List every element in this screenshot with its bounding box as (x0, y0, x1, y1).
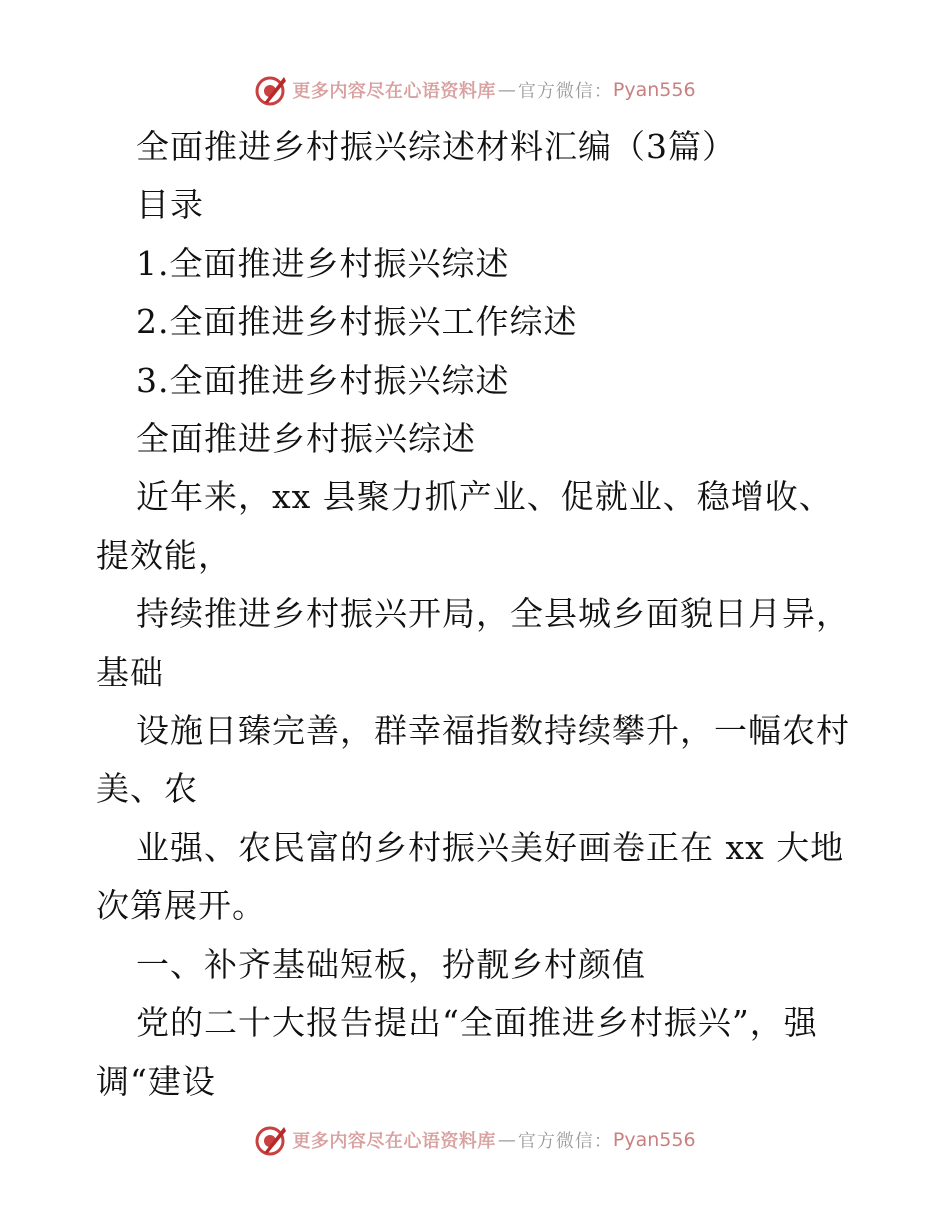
watermark-banner-top (0, 70, 950, 110)
paragraph-line: 业强、农民富的乡村振兴美好画卷正在 xx 大地 (136, 827, 845, 867)
subsection-heading: 一、补齐基础短板，扮靓乡村颜值 (136, 944, 646, 984)
watermark-id: Pyan556 (612, 79, 696, 101)
doc-title: 全面推进乡村振兴综述材料汇编（3篇） (136, 127, 736, 166)
paragraph-line: 设施日臻完善，群幸福指数持续攀升，一幅农村 (136, 711, 850, 751)
watermark-label: 官方微信： (517, 81, 613, 102)
paragraph-line: 持续推进乡村振兴开局，全县城乡面貌日月异， (136, 594, 850, 634)
toc-item: 2.全面推进乡村振兴工作综述 (136, 302, 578, 342)
quill-logo-icon (254, 1123, 288, 1157)
paragraph-line: 党的二十大报告提出“全面推进乡村振兴”，强 (136, 1003, 818, 1043)
toc-heading: 目录 (136, 185, 204, 225)
section-title: 全面推进乡村振兴综述 (136, 419, 476, 459)
paragraph-line: 提效能， (96, 535, 232, 575)
paragraph-line: 次第展开。 (96, 886, 266, 926)
document-body (96, 118, 856, 1111)
paragraph-line: 基础 (96, 652, 164, 692)
watermark-text: 更多内容尽在心语资料库 (292, 1131, 496, 1152)
watermark-dash: — (497, 1129, 516, 1151)
watermark-text: 更多内容尽在心语资料库 (292, 81, 496, 102)
paragraph-line: 调“建设 (96, 1061, 216, 1101)
watermark-label: 官方微信： (517, 1131, 613, 1152)
watermark-dash: — (497, 79, 516, 101)
paragraph-line: 近年来，xx 县聚力抓产业、促就业、稳增收、 (136, 477, 833, 517)
toc-item: 1.全面推进乡村振兴综述 (136, 243, 510, 283)
paragraph-line: 美、农 (96, 769, 198, 809)
toc-item: 3.全面推进乡村振兴综述 (136, 360, 510, 400)
watermark-id: Pyan556 (612, 1129, 696, 1151)
watermark-banner-bottom (0, 1120, 950, 1160)
quill-logo-icon (254, 73, 288, 107)
